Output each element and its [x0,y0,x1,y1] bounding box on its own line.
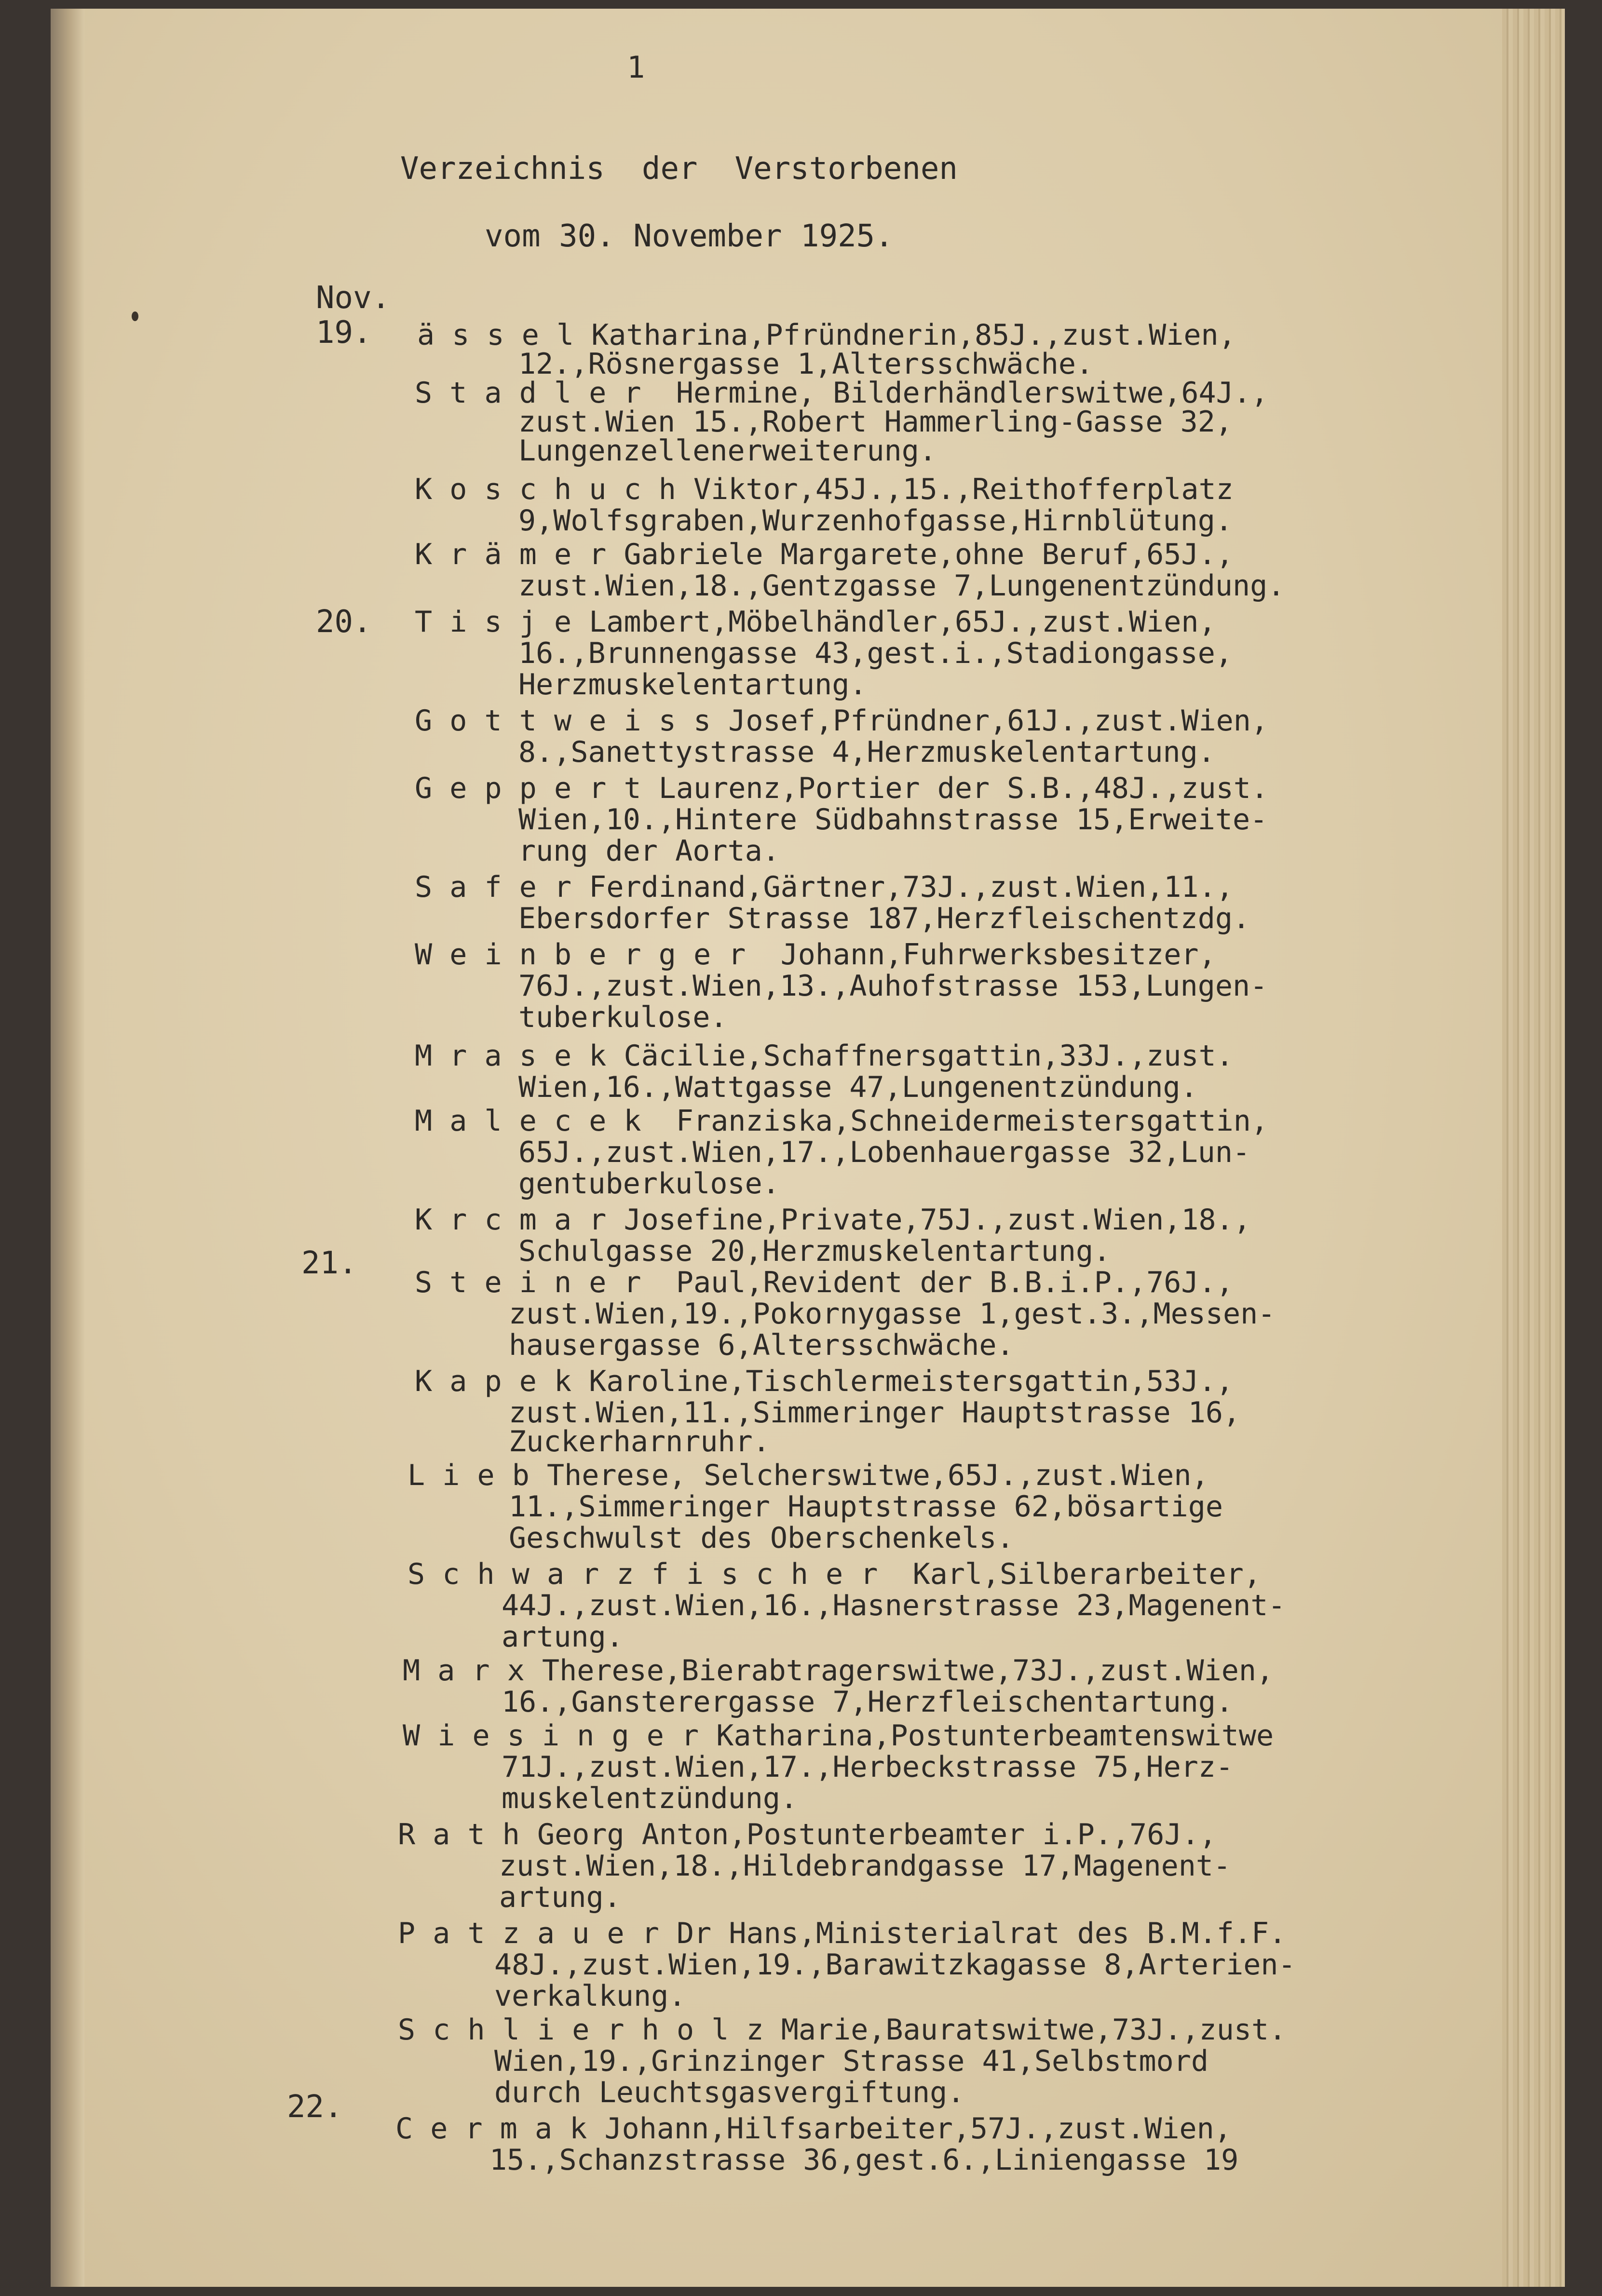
entry-line: hausergasse 6,Altersschwäche. [509,1328,1014,1362]
entry-line: M r a s e k Cäcilie,Schaffnersgattin,33J.,zust. [415,1039,1234,1073]
entry-line: K o s c h u c h Viktor,45J.,15.,Reithofferplatz [415,473,1234,506]
entry-line: L i e b Therese, Selcherswitwe,65J.,zust.Wien, [407,1459,1209,1492]
entry-line: zust.Wien 15.,Robert Hammerling-Gasse 32, [518,405,1233,439]
month-label: Nov. [316,280,391,316]
document-page [51,9,1565,2287]
entry-line: S t e i n e r Paul,Revident der B.B.i.P.,76J., [415,1266,1234,1299]
entry-line: 8.,Sanettystrasse 4,Herzmuskelentartung. [518,735,1215,769]
entry-line: 44J.,zust.Wien,16.,Hasnerstrasse 23,Magenent- [502,1589,1286,1622]
entry-line: 9,Wolfsgraben,Wurzenhofgasse,Hirnblütung. [518,504,1233,538]
entry-line: R a t h Georg Anton,Postunterbeamter i.P.,76J., [398,1818,1217,1851]
entry-line: K r c m a r Josefine,Private,75J.,zust.Wien,18., [415,1203,1251,1237]
entry-line: M a l e c e k Franziska,Schneidermeistersgattin, [415,1104,1269,1138]
entry-line: ä s s e l Katharina,Pfründnerin,85J.,zust.Wien, [417,318,1236,352]
entry-line: 16.,Brunnengasse 43,gest.i.,Stadiongasse, [518,636,1233,670]
entry-line: zust.Wien,18.,Gentzgasse 7,Lungenentzündung. [518,569,1285,603]
entry-line: Zuckerharnruhr. [509,1425,770,1459]
entry-line: Lungenzellenerweiterung. [518,434,937,468]
entry-line: Ebersdorfer Strasse 187,Herzfleischentzdg. [518,902,1250,935]
entry-line: 71J.,zust.Wien,17.,Herbeckstrasse 75,Herz- [502,1750,1234,1784]
day-marker: 22. [287,2089,343,2125]
entry-line: durch Leuchtsgasvergiftung. [494,2076,965,2109]
entry-line: Wien,10.,Hintere Südbahnstrasse 15,Erweite- [518,803,1268,837]
entry-line: S c h l i e r h o l z Marie,Bauratswitwe,73J.,zust. [398,2013,1287,2047]
entry-line: S c h w a r z f i s c h e r Karl,Silberarbeiter, [407,1557,1262,1591]
document-subtitle: vom 30. November 1925. [485,218,894,254]
day-marker: 19. [316,315,372,351]
entry-line: K r ä m e r Gabriele Margarete,ohne Beruf,65J., [415,538,1234,571]
entry-line: Wien,19.,Grinzinger Strasse 41,Selbstmord [494,2044,1209,2078]
entry-line: 15.,Schanzstrasse 36,gest.6.,Liniengasse 19 [489,2143,1239,2177]
entry-line: artung. [499,1880,621,1914]
entry-line: T i s j e Lambert,Möbelhändler,65J.,zust.Wien, [415,605,1216,639]
entry-line: Herzmuskelentartung. [518,668,867,702]
entry-line: 76J.,zust.Wien,13.,Auhofstrasse 153,Lungen- [518,969,1268,1003]
entry-line: S t a d l e r Hermine, Bilderhändlerswitwe,64J., [415,376,1269,410]
document-title: Verzeichnis der Verstorbenen [400,151,958,187]
entry-line: G e p p e r t Laurenz,Portier der S.B.,48J.,zust. [415,771,1269,805]
entry-line: zust.Wien,11.,Simmeringer Hauptstrasse 16, [509,1396,1241,1430]
entry-line: 11.,Simmeringer Hauptstrasse 62,bösartige [509,1490,1223,1524]
entry-line: 16.,Gansterergasse 7,Herzfleischentartung. [502,1685,1234,1719]
entry-line: 12.,Rösnergasse 1,Altersschwäche. [518,347,1094,381]
entry-line: S a f e r Ferdinand,Gärtner,73J.,zust.Wien,11., [415,870,1234,904]
entry-line: C e r m a k Johann,Hilfsarbeiter,57J.,zust.Wien, [395,2112,1232,2146]
entry-line: artung. [502,1620,624,1654]
day-marker: 20. [316,604,372,640]
entry-line: W e i n b e r g e r Johann,Fuhrwerksbesitzer, [415,938,1216,972]
entry-line: M a r x Therese,Bierabtragerswitwe,73J.,zust.Wien, [403,1654,1274,1688]
entry-line: 65J.,zust.Wien,17.,Lobenhauergasse 32,Lun- [518,1135,1250,1169]
entry-line: rung der Aorta. [518,834,780,868]
entry-line: Schulgasse 20,Herzmuskelentartung. [518,1234,1111,1268]
page-number: 1 [627,50,645,85]
entry-line: G o t t w e i s s Josef,Pfründner,61J.,zust.Wien, [415,704,1269,738]
entry-line: zust.Wien,19.,Pokornygasse 1,gest.3.,Messen- [509,1297,1276,1331]
entry-line: Geschwulst des Oberschenkels. [509,1521,1014,1555]
entry-line: W i e s i n g e r Katharina,Postunterbeamtenswitwe [403,1719,1274,1753]
entry-line: gentuberkulose. [518,1167,780,1201]
entry-line: K a p e k Karoline,Tischlermeistersgattin,53J., [415,1364,1234,1398]
day-marker: 21. [301,1245,357,1281]
entry-line: muskelentzündung. [502,1782,798,1815]
book-spine-shadow [51,9,84,2287]
entry-line: tuberkulose. [518,1000,728,1034]
entry-line: zust.Wien,18.,Hildebrandgasse 17,Magenent- [499,1849,1231,1883]
entry-line: verkalkung. [494,1979,686,2013]
entry-line: Wien,16.,Wattgasse 47,Lungenentzündung. [518,1070,1198,1104]
punch-hole-mark [132,311,138,321]
entry-line: 48J.,zust.Wien,19.,Barawitzkagasse 8,Arterien- [494,1948,1296,1982]
entry-line: P a t z a u e r Dr Hans,Ministerialrat des B.M.f.F. [398,1917,1287,1950]
page-edge-stack [1502,9,1565,2287]
